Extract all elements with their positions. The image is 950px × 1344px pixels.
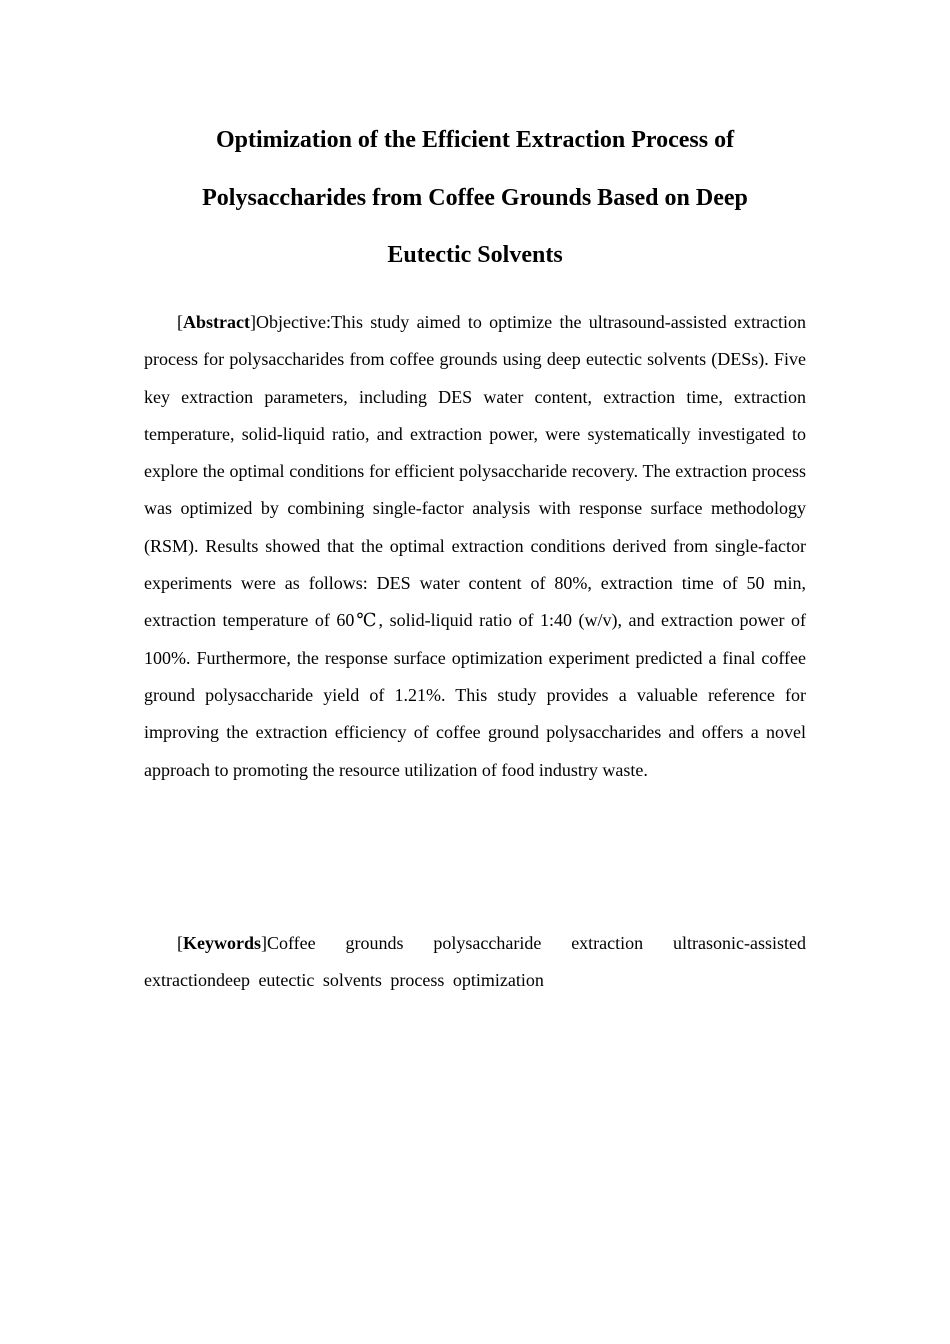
keywords-text: Coffee grounds polysaccharide extraction ultrasonic-assisted extractiondeep eutectic solvents process optimization <box>144 933 806 991</box>
paper-title <box>144 112 806 285</box>
keywords-bracket-close: ] <box>261 933 267 953</box>
title-line-1: Optimization of the Efficient Extraction Process of <box>215 127 735 153</box>
abstract-bracket-close: ] <box>249 312 256 332</box>
abstract-paragraph <box>144 304 806 789</box>
abstract-label: Abstract <box>183 312 250 332</box>
keywords-paragraph <box>144 925 806 1000</box>
abstract-bracket-open: [ <box>177 312 183 332</box>
title-line-3: Eutectic Solvents <box>387 242 563 268</box>
keywords-label: Keywords <box>183 933 261 953</box>
keywords-bracket-open: [ <box>177 933 183 953</box>
title-line-2: Polysaccharides from Coffee Grounds Based on Deep <box>202 184 748 211</box>
abstract-text: Objective:This study aimed to optimize the ultrasound-assisted extraction process for polysaccharides from coffee grounds using deep eutectic solvents (DESs). Five key extraction parameters, including DES water content, extraction time, extraction temperature, solid-liquid ratio, and extraction power, were systematically investigated to explore the optimal conditions for efficient polysaccharide recovery. The extraction process was optimized by combining single-factor analysis with response surface methodology (RSM). Results showed that the optimal extraction conditions derived from single-factor experiments were as follows: DES water content of 80%, extraction time of 50 min, extraction temperature of 60℃, solid-liquid ratio of 1:40 (w/v), and extraction power of 100%. Furthermore, the response surface optimization experiment predicted a final coffee ground polysaccharide yield of 1.21%. This study provides a valuable reference for improving the extraction efficiency of coffee ground polysaccharides and offers a novel approach to promoting the resource utilization of food industry waste. <box>144 312 806 780</box>
